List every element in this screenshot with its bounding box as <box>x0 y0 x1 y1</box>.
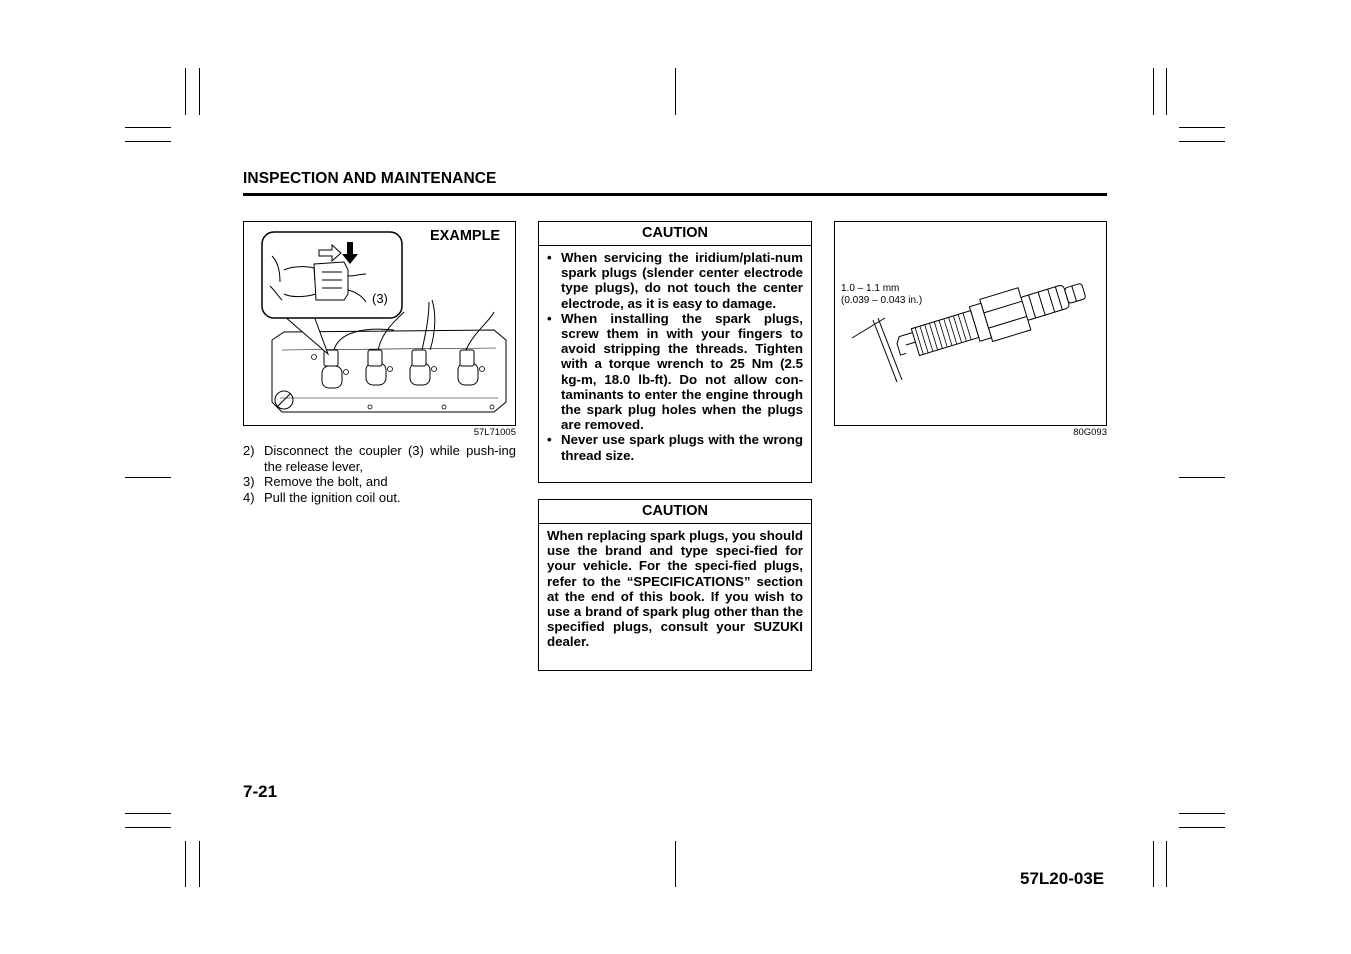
crop-mark <box>199 841 200 887</box>
step-number: 2) <box>243 443 255 458</box>
crop-mark <box>185 68 186 115</box>
spark-plug-illustration <box>835 222 1106 425</box>
crop-mark <box>675 68 676 115</box>
section-title: INSPECTION AND MAINTENANCE <box>243 170 497 187</box>
step-text: Remove the bolt, and <box>264 474 388 489</box>
step-text: Pull the ignition coil out. <box>264 489 401 505</box>
crop-mark <box>1166 841 1167 887</box>
list-item <box>243 490 516 506</box>
step-text: Disconnect the coupler (3) while push-ing the release lever, <box>264 443 516 474</box>
list-item <box>547 432 803 462</box>
crop-mark <box>1179 477 1225 478</box>
crop-mark <box>199 68 200 115</box>
bullet-icon: • <box>547 432 552 448</box>
step-number: 4) <box>243 489 255 505</box>
header-rule <box>243 193 1107 196</box>
caution-item-text: When installing the spark plugs, screw them in with your fingers to avoid stripping the threads. Tighten with a torque wrench to 25 Nm (2.5 kg-m, 18.0 lb-ft). Do not allow con-taminants to enter the engine through the spark plug holes when the plugs are removed. <box>561 310 803 433</box>
caution-title: CAUTION <box>539 500 811 524</box>
gap-spec-mm: 1.0 – 1.1 mm <box>841 283 900 294</box>
caution-title: CAUTION <box>539 222 811 246</box>
crop-mark <box>1179 127 1225 128</box>
document-code: 57L20-03E <box>1020 869 1105 888</box>
crop-mark <box>675 841 676 887</box>
caution-box-spark-plug-handling <box>538 221 812 483</box>
list-item <box>243 474 516 490</box>
list-item <box>243 443 516 474</box>
spark-plug-figure <box>834 221 1107 426</box>
crop-mark <box>1179 827 1225 828</box>
caution-body: When replacing spark plugs, you should use the brand and type speci-fied for your vehicle. For the speci-fied plugs, refer to the “SPECIFICATIONS” section at the end of this book. If you wish to use a brand of spark plug other than the specified plugs, consult your SUZUKI dealer. <box>547 528 803 650</box>
bullet-icon: • <box>547 310 552 326</box>
crop-mark <box>125 141 171 142</box>
caution-body <box>539 246 811 467</box>
bullet-icon: • <box>547 250 552 265</box>
figure-code: 57L71005 <box>473 427 516 438</box>
gap-spec-inch: (0.039 – 0.043 in.) <box>841 295 923 306</box>
caution-box-spark-plug-replacement <box>538 499 812 671</box>
caution-item-text: Never use spark plugs with the wrong thread size. <box>561 432 803 463</box>
coupler-callout-label: (3) <box>372 291 388 306</box>
list-item <box>547 311 803 433</box>
crop-mark <box>1153 841 1154 887</box>
crop-mark <box>1179 813 1225 814</box>
crop-mark <box>125 127 171 128</box>
crop-mark <box>185 841 186 887</box>
ignition-coil-figure <box>243 221 516 426</box>
page-number: 7-21 <box>243 782 278 801</box>
crop-mark <box>125 827 171 828</box>
crop-mark <box>1166 68 1167 115</box>
crop-mark <box>125 477 171 478</box>
procedure-steps <box>243 443 516 505</box>
crop-mark <box>125 813 171 814</box>
list-item <box>547 250 803 311</box>
crop-mark <box>1179 141 1225 142</box>
figure-code: 80G093 <box>1073 427 1107 438</box>
step-number: 3) <box>243 474 255 489</box>
example-label: EXAMPLE <box>430 228 501 244</box>
crop-mark <box>1153 68 1154 115</box>
ignition-coil-illustration <box>244 222 515 425</box>
caution-item-text: When servicing the iridium/plati-num spark plugs (slender center electrode type plugs), do not touch the center electrode, as it is easy to damage. <box>561 250 803 311</box>
